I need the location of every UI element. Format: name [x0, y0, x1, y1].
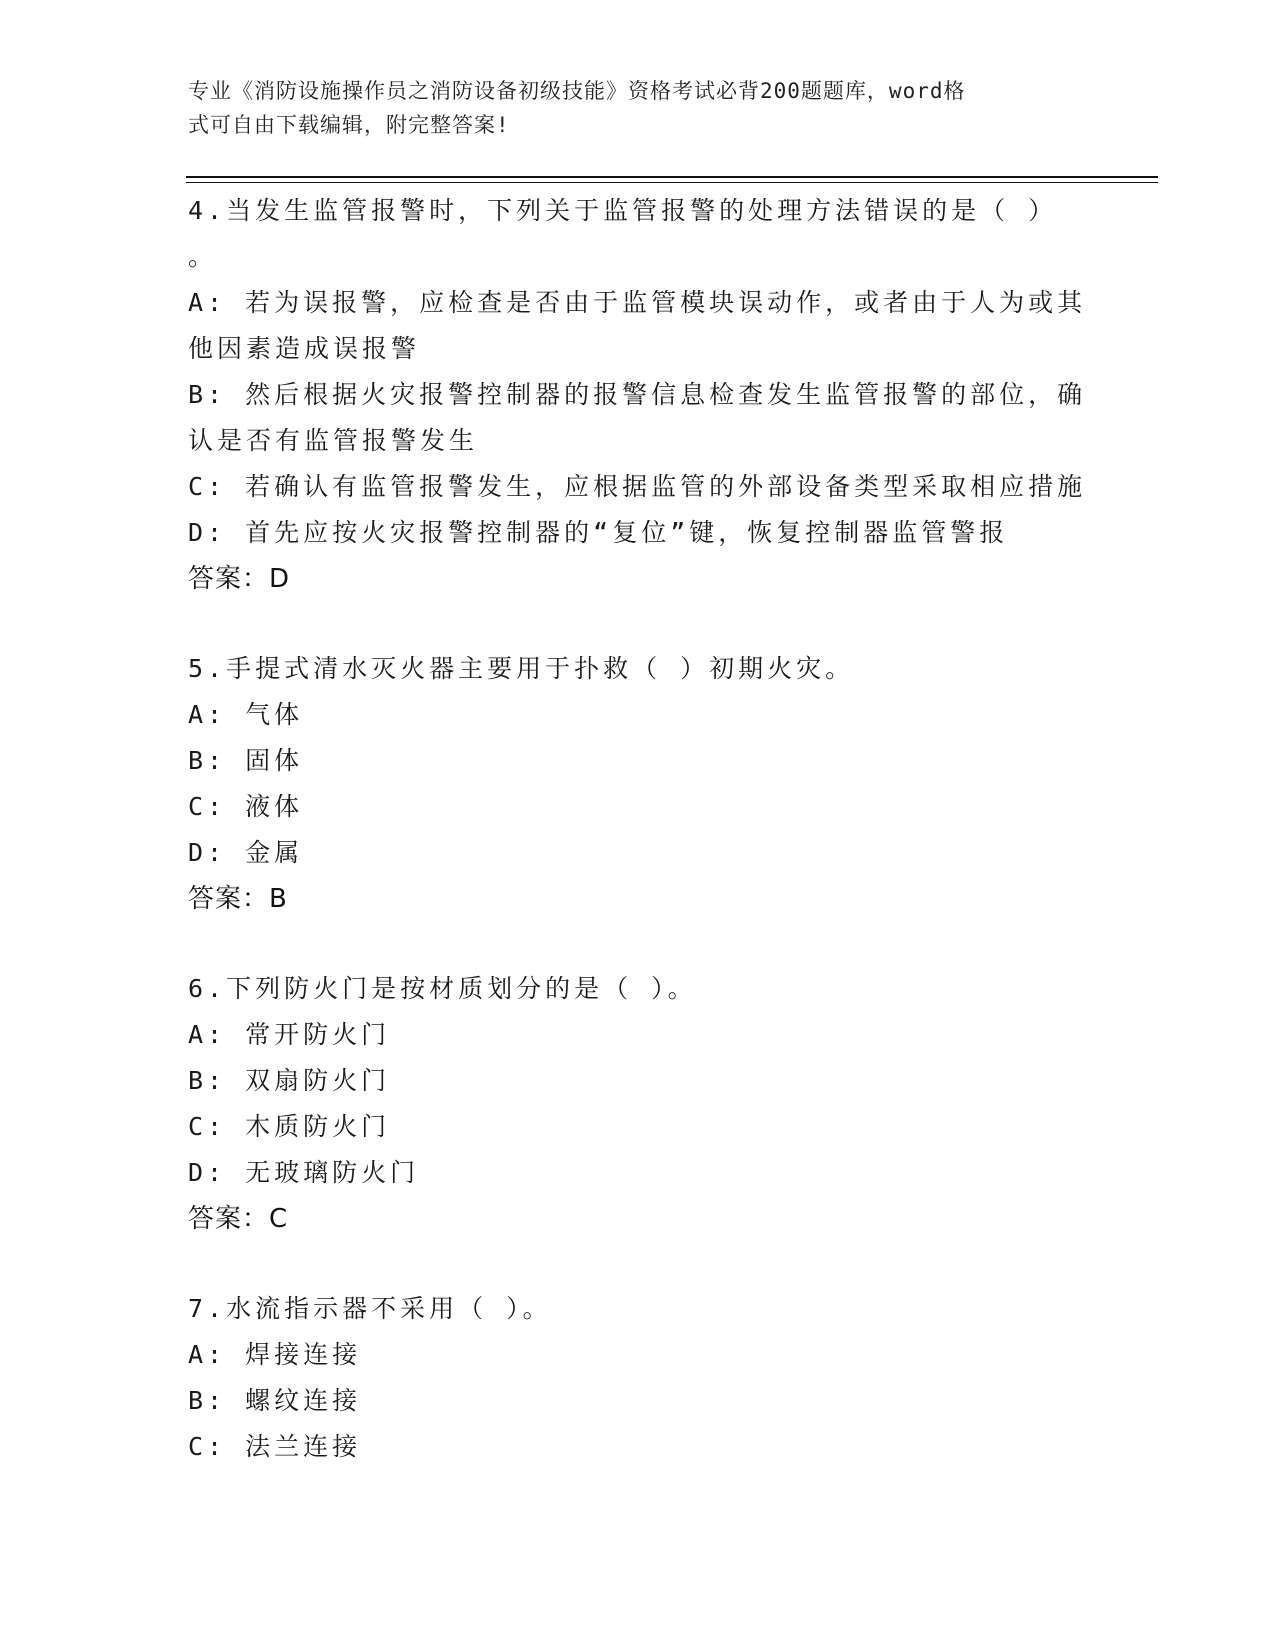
option-a-line: A: 常开防火门: [188, 1020, 391, 1049]
header-line-2: 式可自由下载编辑，附完整答案!: [188, 113, 510, 137]
question-stem-line: 5.手提式清水灭火器主要用于扑救（ ）初期火灾。: [188, 654, 855, 683]
option-d-line: D: 首先应按火灾报警控制器的“复位”键，恢复控制器监管警报: [188, 518, 1009, 547]
option-a-line: A: 若为误报警，应检查是否由于监管模块误动作，或者由于人为或其: [188, 288, 1087, 317]
option-d-line: D: 无玻璃防火门: [188, 1158, 420, 1187]
option-a-line: A: 焊接连接: [188, 1340, 362, 1369]
question-stem-line: 。: [188, 242, 218, 271]
option-d-line: D: 金属: [188, 838, 304, 867]
question-stem-line: 4.当发生监管报警时，下列关于监管报警的处理方法错误的是（ ）: [188, 196, 1058, 225]
document-header: [188, 74, 1068, 142]
option-a-line: A: 气体: [188, 700, 304, 729]
header-divider-thin: [186, 182, 1158, 183]
answer-line: 答案：C: [188, 1204, 289, 1234]
header-divider-thick: [186, 176, 1158, 178]
option-c-line: C: 液体: [188, 792, 304, 821]
option-b-line: B: 螺纹连接: [188, 1386, 362, 1415]
answer-line: 答案：D: [188, 564, 291, 594]
option-b-line: B: 然后根据火灾报警控制器的报警信息检查发生监管报警的部位，确: [188, 380, 1087, 409]
option-a-line: 他因素造成误报警: [188, 334, 421, 363]
option-c-line: C: 木质防火门: [188, 1112, 391, 1141]
option-c-line: C: 若确认有监管报警发生，应根据监管的外部设备类型采取相应措施: [188, 472, 1087, 501]
question-stem-line: 6.下列防火门是按材质划分的是（ ）。: [188, 974, 697, 1003]
question-list: [188, 188, 1088, 1470]
option-b-line: 认是否有监管报警发生: [188, 426, 479, 455]
question-block: [188, 1286, 1088, 1470]
answer-line: 答案：B: [188, 884, 288, 914]
option-c-line: C: 法兰连接: [188, 1432, 362, 1461]
question-stem-line: 7.水流指示器不采用（ ）。: [188, 1294, 552, 1323]
question-block: [188, 188, 1088, 602]
question-block: [188, 966, 1088, 1242]
question-block: [188, 646, 1088, 922]
header-line-1: 专业《消防设施操作员之消防设备初级技能》资格考试必背200题题库，word格: [188, 79, 966, 103]
option-b-line: B: 双扇防火门: [188, 1066, 391, 1095]
option-b-line: B: 固体: [188, 746, 304, 775]
